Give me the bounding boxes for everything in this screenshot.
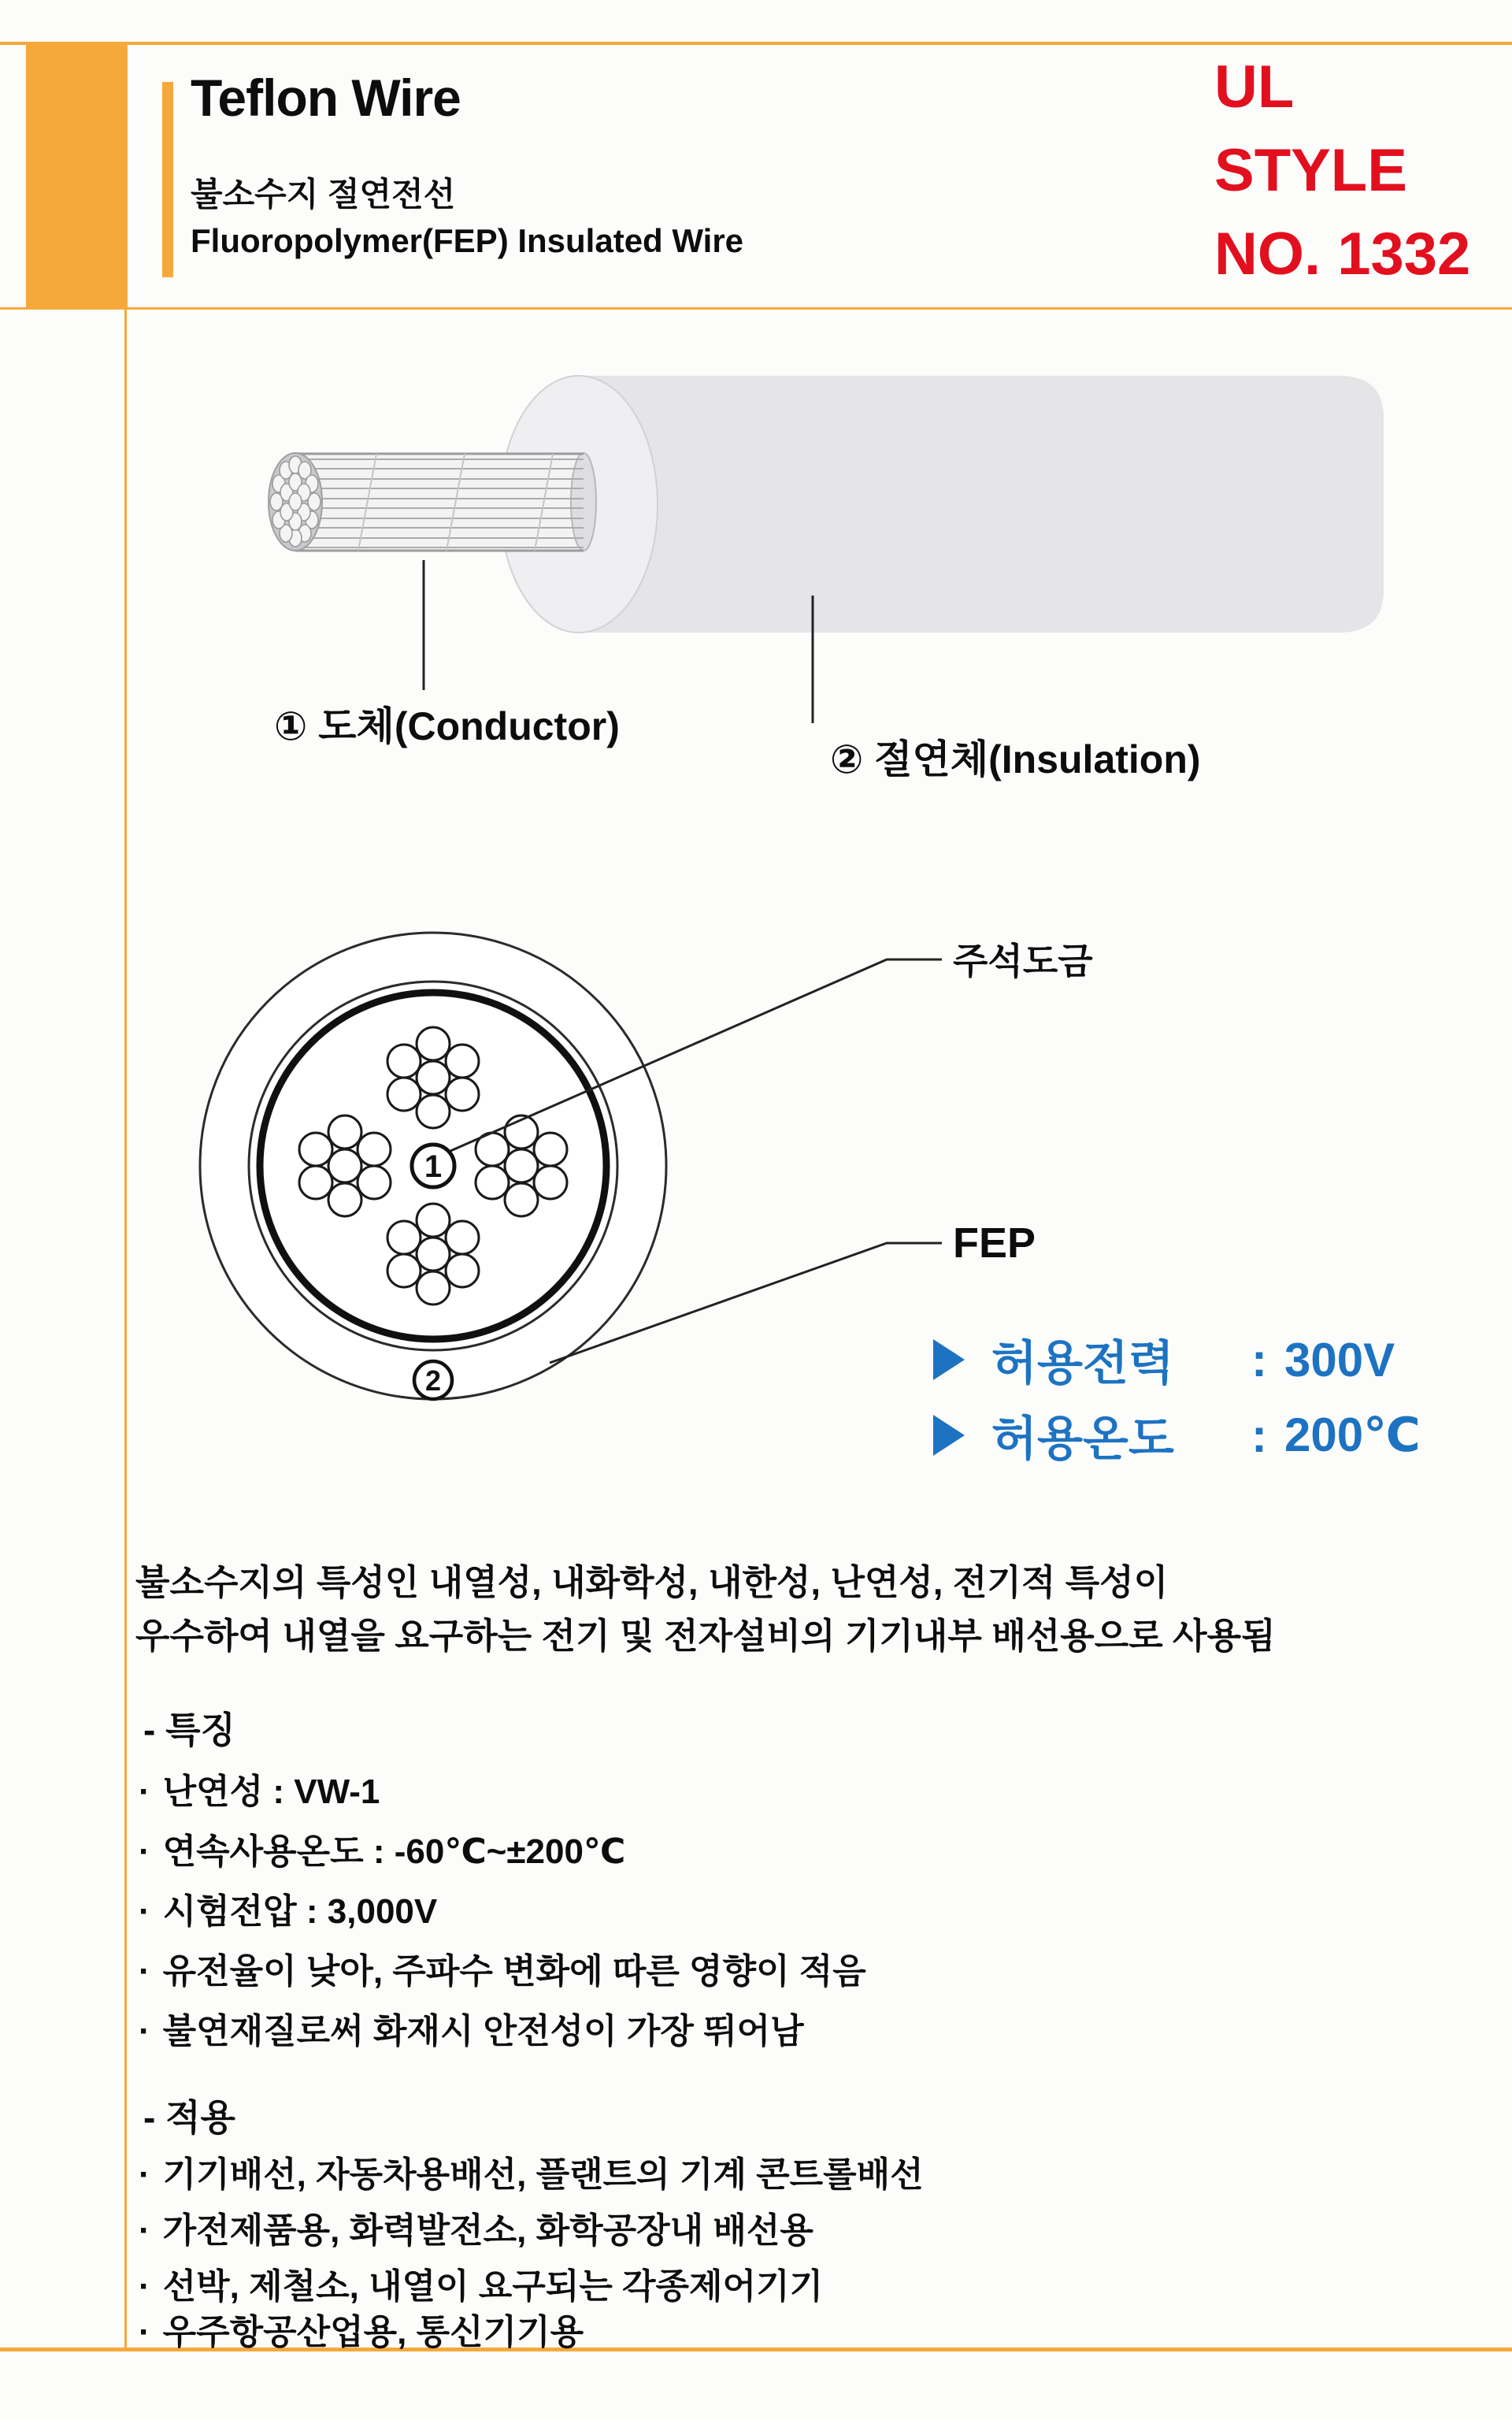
triangle-bullet-icon	[933, 1415, 965, 1456]
triangle-bullet-icon	[933, 1339, 965, 1380]
header-orange-block	[26, 45, 128, 307]
spec-temperature-colon: :	[1251, 1409, 1267, 1462]
ul-style-line2: STYLE	[1214, 137, 1407, 204]
feature-item: · 연속사용온도 : -60℃~±200℃	[139, 1823, 625, 1873]
conductor-body	[295, 453, 584, 551]
marker-1-digit: 1	[424, 1149, 443, 1184]
application-item: · 선박, 제철소, 내열이 요구되는 각종제어기기	[139, 2258, 823, 2308]
subtitle-english: Fluoropolymer(FEP) Insulated Wire	[191, 222, 744, 259]
ul-style-line3: NO. 1332	[1214, 221, 1471, 288]
application-item: · 우주항공산업용, 통신기기용	[139, 2303, 584, 2354]
application-item: · 가전제품용, 화력발전소, 화학공장내 배선용	[139, 2202, 813, 2252]
top-rule	[0, 42, 1512, 45]
application-item: · 기기배선, 자동차용배선, 플랜트의 기계 콘트롤배선	[139, 2146, 924, 2196]
description-line-1: 불소수지의 특성인 내열성, 내화학성, 내한성, 난연성, 전기적 특성이	[135, 1562, 1169, 1602]
spec-voltage-label: 허용전력	[991, 1337, 1174, 1390]
tin-plating-label: 주석도금	[953, 941, 1093, 982]
feature-item: · 시험전압 : 3,000V	[139, 1883, 437, 1933]
insulation-cylinder-body	[579, 376, 1384, 633]
conductor-label: ① 도체(Conductor)	[274, 704, 620, 748]
ul-style-number	[1214, 46, 1470, 296]
features-heading: - 특징	[143, 1709, 235, 1750]
feature-item: · 난연성 : VW-1	[139, 1763, 380, 1813]
insulation-label: ② 절연체(Insulation)	[830, 737, 1201, 781]
subtitle-korean: 불소수지 절연전선	[191, 176, 456, 213]
spec-temperature-value: 200℃	[1284, 1409, 1421, 1461]
marker-2-digit: 2	[424, 1364, 442, 1397]
spec-voltage-colon: :	[1251, 1333, 1267, 1386]
spec-voltage-value: 300V	[1284, 1333, 1395, 1386]
wire-illustration	[0, 331, 1512, 835]
spec-temperature-label: 허용온도	[991, 1412, 1174, 1465]
ul-style-line1: UL	[1214, 54, 1295, 121]
feature-item: · 불연재질로써 화재시 안전성이 가장 뛰어남	[139, 2002, 804, 2053]
spec-voltage-row	[933, 1331, 1395, 1388]
header-bottom-rule	[0, 307, 1512, 310]
applications-heading: - 적용	[143, 2097, 235, 2138]
title-accent-bar	[162, 82, 173, 277]
fep-label: FEP	[953, 1219, 1036, 1267]
description-line-2: 우수하여 내열을 요구하는 전기 및 전자설비의 기기내부 배선용으로 사용됨	[135, 1616, 1276, 1656]
spec-temperature-row	[933, 1407, 1421, 1464]
conductor-end-cap	[571, 453, 596, 551]
page-title: Teflon Wire	[191, 69, 461, 127]
feature-item: · 유전율이 낮아, 주파수 변화에 따른 영향이 적음	[139, 1943, 866, 1993]
